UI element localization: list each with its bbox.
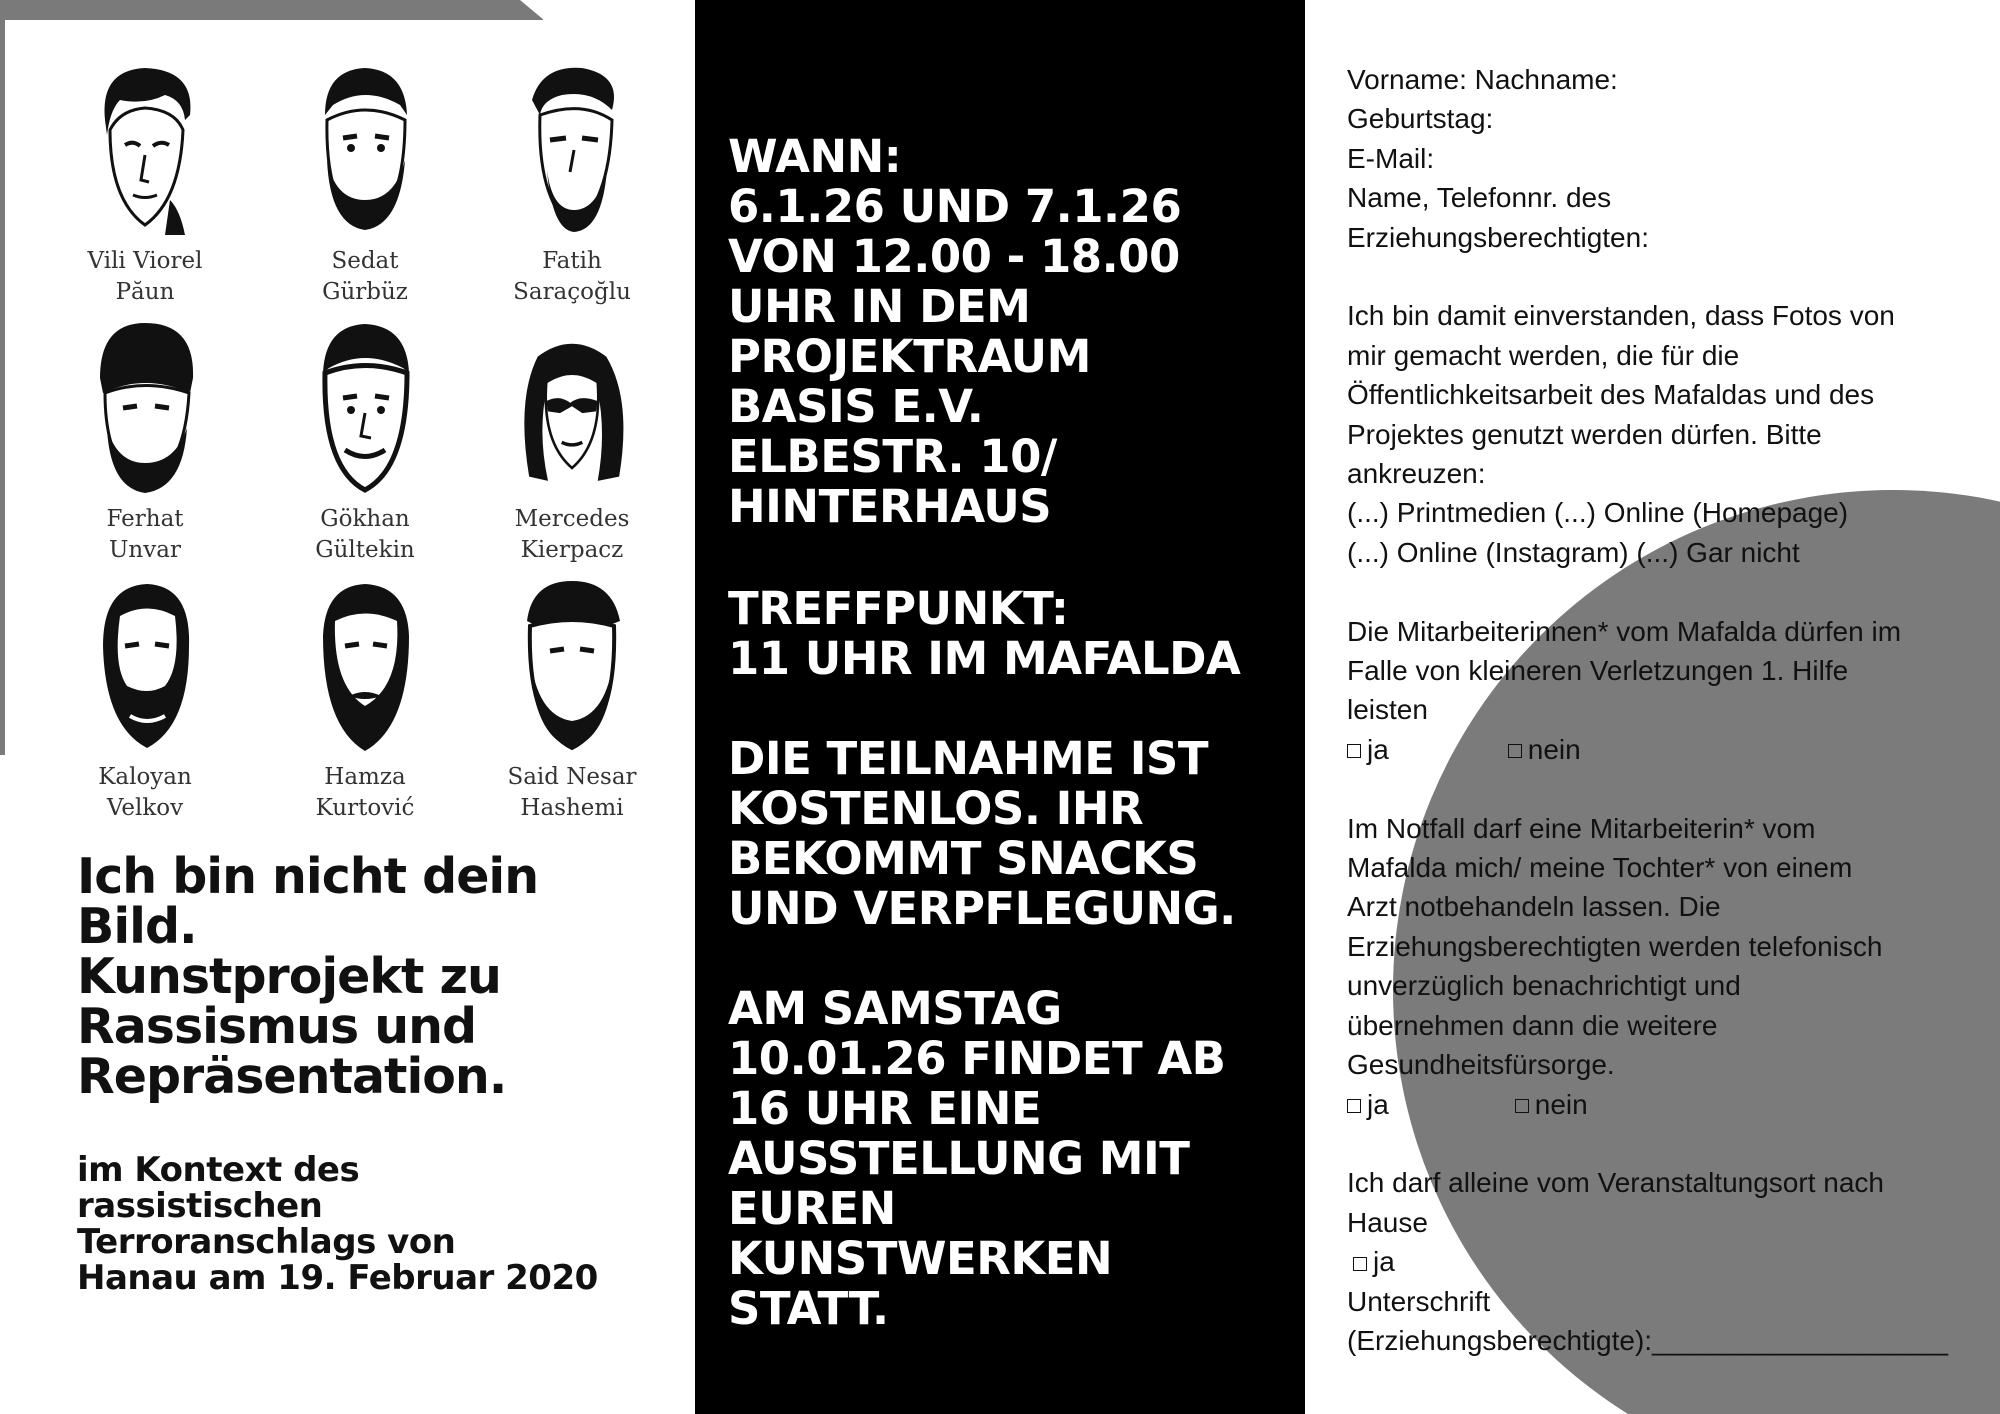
headline-line: Kunstprojekt zu: [77, 948, 501, 1005]
photo-options[interactable]: (...) Online (Instagram) (...) Gar nicht: [1347, 536, 1800, 568]
guardian-label[interactable]: Erziehungsberechtigten:: [1347, 221, 1649, 253]
free-line: UND VERPFLEGUNG.: [728, 882, 1236, 935]
emergency-text: übernehmen dann die weitere: [1347, 1009, 1718, 1041]
when-line: 6.1.26 UND 7.1.26: [728, 180, 1182, 233]
first-name-label[interactable]: Vorname:: [1347, 64, 1467, 95]
portrait-icon: [305, 60, 425, 240]
context-line: Terroranschlags von: [77, 1222, 456, 1262]
emergency-yes-option[interactable]: [1347, 1085, 1507, 1124]
portrait-name: Fatih Saraçoğlu: [513, 248, 631, 305]
portrait-name: Gökhan Gültekin: [315, 506, 415, 563]
signature-label: Unterschrift: [1347, 1285, 1491, 1317]
emergency-text: Im Notfall darf eine Mitarbeiterin* vom: [1347, 812, 1816, 844]
photo-consent-text: mir gemacht werden, die für die: [1347, 339, 1740, 371]
portrait-icon: [512, 60, 632, 240]
last-name-label[interactable]: Nachname:: [1474, 64, 1618, 95]
when-line: WANN:: [728, 130, 902, 183]
yes-label: ja: [1367, 1088, 1389, 1120]
free-line: BEKOMMT SNACKS: [728, 832, 1199, 885]
exhibition-line: 16 UHR EINE: [728, 1082, 1042, 1135]
portrait-name: Hamza Kurtović: [315, 764, 415, 821]
context-line: im Kontext des: [77, 1150, 360, 1190]
context-line: Hanau am 19. Februar 2020: [77, 1258, 598, 1298]
portrait-name: Kaloyan Velkov: [98, 764, 192, 821]
photo-consent-text: Ich bin damit einverstanden, dass Fotos von: [1347, 300, 1895, 332]
portrait-5: [265, 318, 465, 566]
grey-left-bar: [0, 0, 5, 755]
headline-line: Rassismus und: [77, 998, 477, 1055]
checkbox-icon[interactable]: [1515, 1099, 1529, 1113]
portrait-icon: [305, 576, 425, 756]
portrait-8: [265, 576, 465, 824]
photo-consent-text: Projektes genutzt werden dürfen. Bitte: [1347, 418, 1822, 450]
portrait-icon: [85, 576, 205, 756]
photo-consent-text: Öffentlichkeitsarbeit des Mafaldas und des: [1347, 379, 1875, 411]
left-panel: [0, 0, 695, 1414]
name-row: [1347, 60, 1987, 99]
first-aid-text: leisten: [1347, 694, 1428, 726]
headline-line: Bild.: [77, 898, 197, 955]
yes-label: ja: [1367, 733, 1389, 765]
when-block: [728, 132, 1303, 532]
when-line: VON 12.00 - 18.00: [728, 230, 1180, 283]
meeting-line: TREFFPUNKT:: [728, 582, 1069, 635]
portrait-icon: [85, 318, 205, 498]
email-label[interactable]: E-Mail:: [1347, 142, 1435, 174]
portrait-2: [265, 60, 465, 308]
portrait-icon: [512, 318, 632, 498]
meeting-block: [728, 584, 1303, 684]
portrait-9: [472, 576, 672, 824]
exhibition-line: 10.01.26 FINDET AB: [728, 1032, 1226, 1085]
when-line: HINTERHAUS: [728, 480, 1052, 533]
first-aid-text: Die Mitarbeiterinnen* vom Mafalda dürfen im: [1347, 615, 1902, 647]
checkbox-icon[interactable]: [1508, 744, 1522, 758]
portrait-name: Ferhat Unvar: [106, 506, 184, 563]
alone-yes-option[interactable]: [1353, 1242, 1395, 1281]
checkbox-icon[interactable]: [1353, 1257, 1367, 1271]
portrait-3: [472, 60, 672, 308]
emergency-no-option[interactable]: [1515, 1085, 1588, 1124]
alone-text: Hause: [1347, 1206, 1428, 1238]
no-label: nein: [1527, 733, 1581, 765]
first-aid-yes-option[interactable]: [1347, 730, 1500, 769]
photo-options[interactable]: (...) Printmedien (...) Online (Homepage): [1347, 497, 1849, 529]
project-headline: [77, 848, 677, 1105]
first-aid-text: Falle von kleineren Verletzungen 1. Hilfe: [1347, 655, 1849, 687]
portrait-1: [45, 60, 245, 308]
meeting-line: 11 UHR IM MAFALDA: [728, 632, 1241, 685]
checkbox-icon[interactable]: [1347, 744, 1361, 758]
portrait-name: Said Nesar Hashemi: [507, 764, 637, 821]
headline-line: Repräsentation.: [77, 1048, 507, 1105]
signature-line[interactable]: (Erziehungsberechtigte):___________________: [1347, 1324, 1948, 1356]
registration-form: [1347, 60, 1987, 1360]
when-line: PROJEKTRAUM: [728, 330, 1091, 383]
grey-top-bar: [0, 0, 543, 20]
emergency-text: Arzt notbehandeln lassen. Die: [1347, 891, 1721, 923]
exhibition-line: AM SAMSTAG: [728, 982, 1062, 1035]
exhibition-line: STATT.: [728, 1282, 889, 1335]
no-label: nein: [1534, 1088, 1588, 1120]
guardian-label: Name, Telefonnr. des: [1347, 182, 1612, 214]
first-aid-no-option[interactable]: [1508, 730, 1581, 769]
emergency-text: Gesundheitsfürsorge.: [1347, 1049, 1615, 1081]
free-line: DIE TEILNAHME IST: [728, 732, 1209, 785]
free-line: KOSTENLOS. IHR: [728, 782, 1144, 835]
emergency-text: unverzüglich benachrichtigt und: [1347, 970, 1741, 1002]
emergency-text: Mafalda mich/ meine Tochter* von einem: [1347, 852, 1853, 884]
context-line: rassistischen: [77, 1186, 323, 1226]
free-block: [728, 734, 1303, 934]
first-aid-options: [1347, 730, 1987, 769]
when-line: UHR IN DEM: [728, 280, 1031, 333]
portrait-6: [472, 318, 672, 566]
alone-text: Ich darf alleine vom Veranstaltungsort nach: [1347, 1167, 1884, 1199]
portrait-name: Sedat Gürbüz: [322, 248, 408, 305]
yes-label: ja: [1373, 1246, 1395, 1278]
portrait-4: [45, 318, 245, 566]
portrait-icon: [85, 60, 205, 240]
portrait-name: Mercedes Kierpacz: [514, 506, 630, 563]
exhibition-line: AUSSTELLUNG MIT: [728, 1132, 1190, 1185]
portrait-7: [45, 576, 245, 824]
alone-options: [1347, 1242, 1987, 1281]
headline-line: Ich bin nicht dein: [77, 848, 539, 905]
emergency-text: Erziehungsberechtigten werden telefonisch: [1347, 930, 1883, 962]
when-line: ELBESTR. 10/: [728, 430, 1057, 483]
exhibition-line: EUREN: [728, 1182, 896, 1235]
portrait-icon: [305, 318, 425, 498]
portrait-name: Vili Viorel Păun: [87, 248, 203, 305]
event-info-panel: [695, 0, 1305, 1414]
checkbox-icon[interactable]: [1347, 1099, 1361, 1113]
birthday-label[interactable]: Geburtstag:: [1347, 103, 1494, 135]
project-context: [77, 1152, 677, 1296]
portrait-icon: [512, 576, 632, 756]
emergency-options: [1347, 1085, 1987, 1124]
exhibition-block: [728, 984, 1303, 1334]
when-line: BASIS E.V.: [728, 380, 984, 433]
exhibition-line: KUNSTWERKEN: [728, 1232, 1113, 1285]
photo-consent-text: ankreuzen:: [1347, 458, 1486, 490]
